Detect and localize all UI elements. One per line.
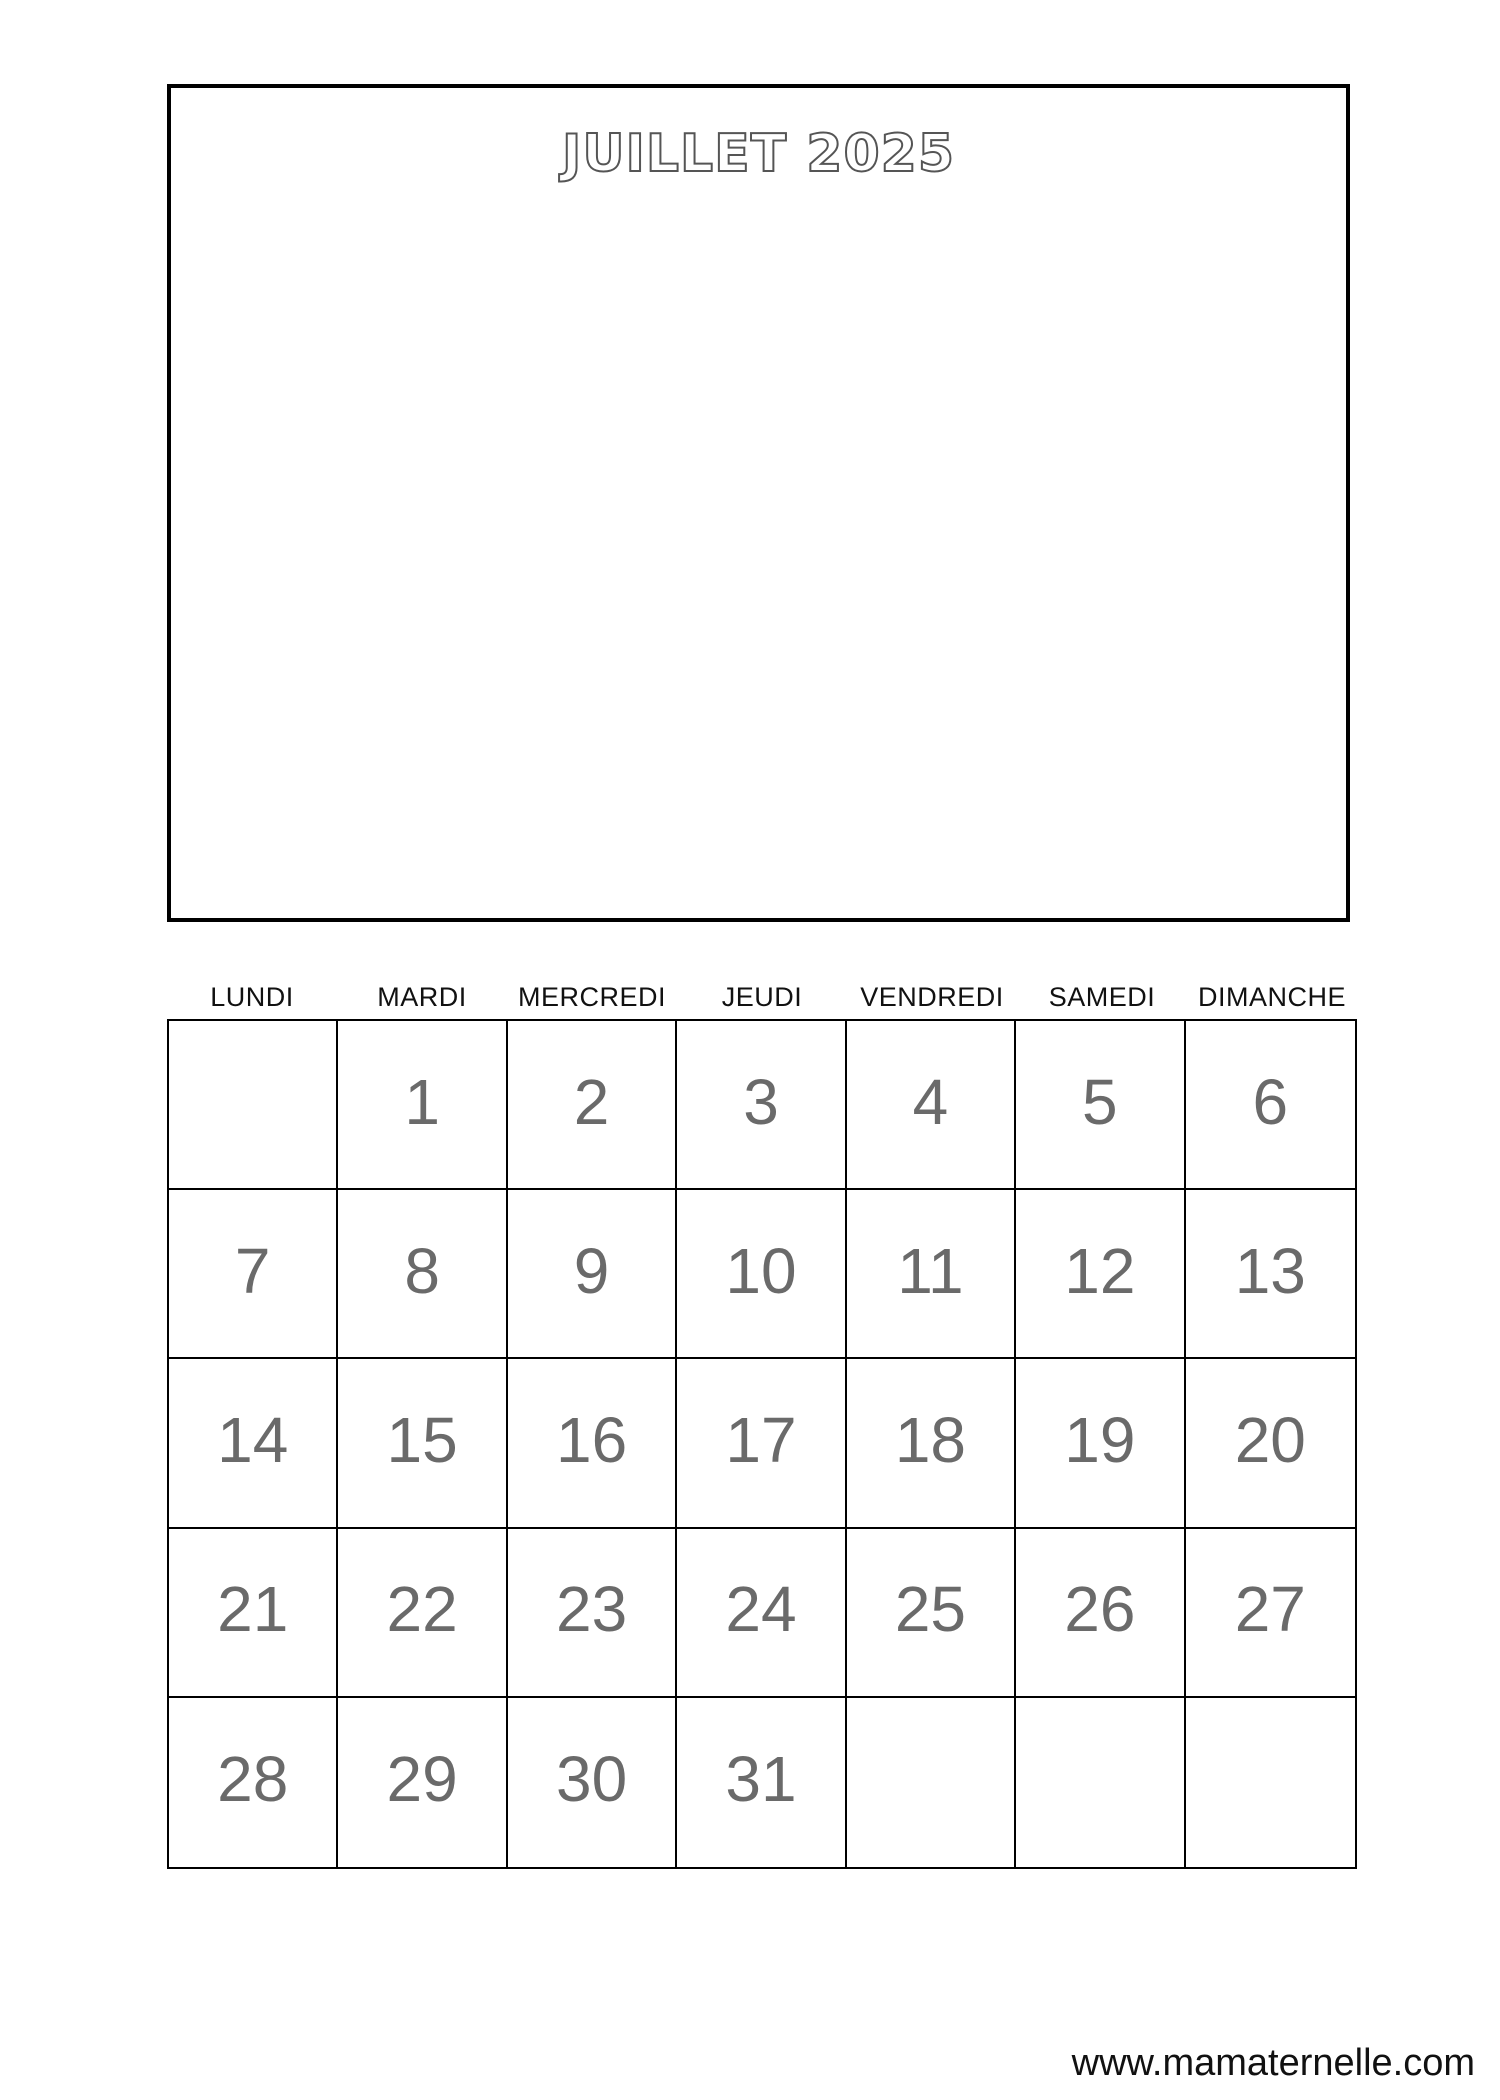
weekday-label: JEUDI [721, 982, 803, 1012]
day-cell: 10 [677, 1190, 846, 1359]
weekday-label: VENDREDI [860, 982, 1004, 1012]
day-cell: 3 [677, 1021, 846, 1190]
day-cell: 9 [508, 1190, 677, 1359]
empty-day-cell [1186, 1698, 1355, 1867]
empty-day-cell [847, 1698, 1016, 1867]
weekday-label: MARDI [377, 982, 467, 1012]
day-cell: 16 [508, 1359, 677, 1528]
weekday-label: LUNDI [210, 982, 294, 1012]
day-cell: 20 [1186, 1359, 1355, 1528]
weekday-header [167, 982, 1357, 1012]
day-cell: 27 [1186, 1529, 1355, 1698]
day-cell: 8 [338, 1190, 507, 1359]
empty-day-cell [169, 1021, 338, 1190]
day-cell: 19 [1016, 1359, 1185, 1528]
day-cell: 17 [677, 1359, 846, 1528]
weekday-label: MERCREDI [517, 982, 666, 1012]
day-cell: 30 [508, 1698, 677, 1867]
day-cell: 25 [847, 1529, 1016, 1698]
day-cell: 28 [169, 1698, 338, 1867]
weekday-label: DIMANCHE [1197, 982, 1346, 1012]
day-cell: 24 [677, 1529, 846, 1698]
day-cell: 7 [169, 1190, 338, 1359]
empty-day-cell [1016, 1698, 1185, 1867]
month-title: JUILLET 2025 [561, 124, 955, 184]
day-cell: 2 [508, 1021, 677, 1190]
day-cell: 15 [338, 1359, 507, 1528]
day-cell: 23 [508, 1529, 677, 1698]
day-cell: 18 [847, 1359, 1016, 1528]
day-cell: 1 [338, 1021, 507, 1190]
day-cell: 29 [338, 1698, 507, 1867]
day-cell: 6 [1186, 1021, 1355, 1190]
calendar-grid [167, 1019, 1357, 1869]
day-cell: 13 [1186, 1190, 1355, 1359]
day-cell: 5 [1016, 1021, 1185, 1190]
day-cell: 22 [338, 1529, 507, 1698]
day-cell: 21 [169, 1529, 338, 1698]
day-cell: 14 [169, 1359, 338, 1528]
website-url: www.mamaternelle.com [1071, 2042, 1475, 2084]
day-cell: 4 [847, 1021, 1016, 1190]
day-cell: 31 [677, 1698, 846, 1867]
day-cell: 11 [847, 1190, 1016, 1359]
weekday-label: SAMEDI [1048, 982, 1156, 1012]
photo-frame [167, 84, 1350, 922]
day-cell: 12 [1016, 1190, 1185, 1359]
day-cell: 26 [1016, 1529, 1185, 1698]
